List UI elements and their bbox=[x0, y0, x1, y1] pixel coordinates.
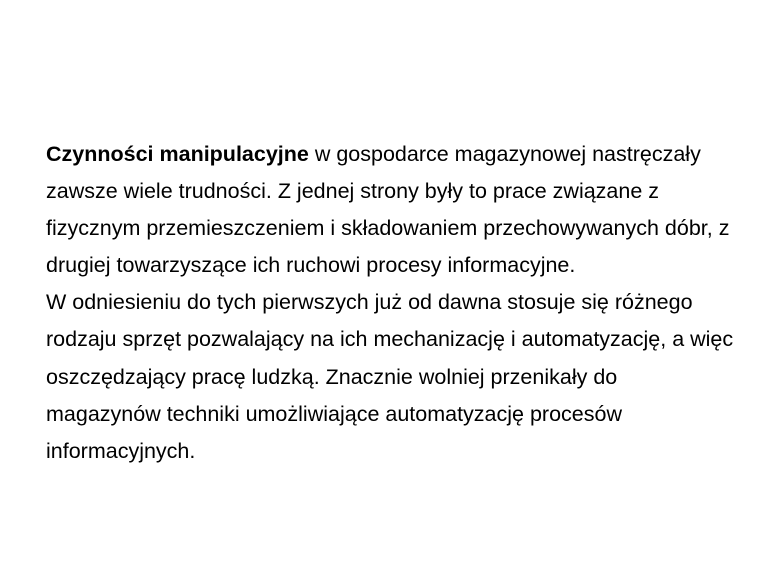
bold-lead-text: Czynności manipulacyjne bbox=[46, 142, 309, 166]
paragraph-2: W odniesieniu do tych pierwszych już od dawna stosuje się różnego rodzaju sprzęt pozwalający na ich mechanizację i automatyzację, a więc oszczędzający pracę ludzką. Znacznie wolniej przenikały do magazynów techniki umożliwiające automatyzację procesów informacyjnych. bbox=[46, 290, 734, 463]
paragraph-1-text: w gospodarce magazynowej nastręczały zawsze wiele trudności. Z jednej strony były to prace związane z fizycznym przemieszczeniem i składowaniem przechowywanych dóbr, z drugiej towarzyszące ich ruchowi procesy informacyjne. bbox=[46, 142, 730, 278]
paragraph-1 bbox=[46, 136, 736, 284]
body-text bbox=[46, 136, 736, 470]
